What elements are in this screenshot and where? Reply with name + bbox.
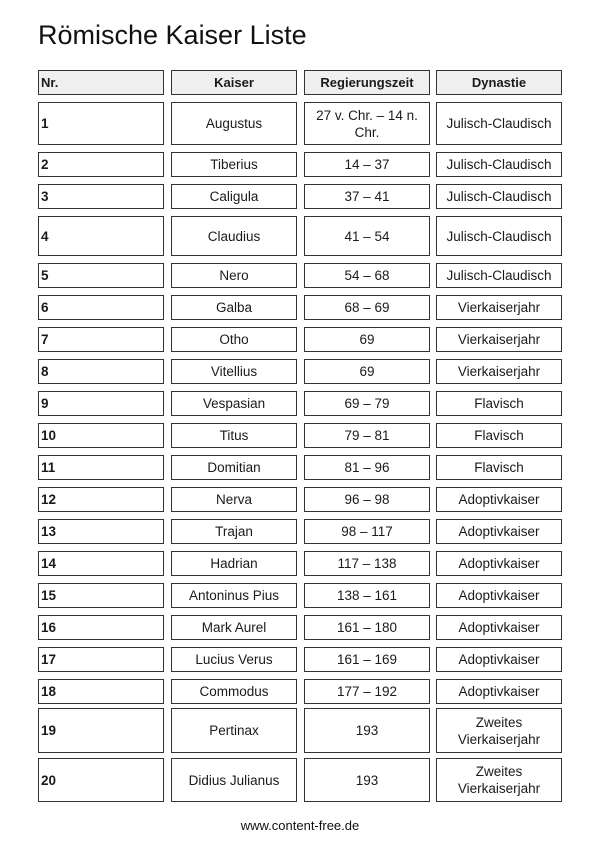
- cell-regierungszeit: 79 – 81: [304, 423, 430, 448]
- cell-nr: 7: [38, 327, 164, 352]
- cell-dynastie: Julisch-Claudisch: [436, 263, 562, 288]
- cell-regierungszeit: 27 v. Chr. – 14 n. Chr.: [304, 102, 430, 145]
- cell-dynastie: Vierkaiserjahr: [436, 295, 562, 320]
- cell-regierungszeit: 54 – 68: [304, 263, 430, 288]
- cell-nr: 10: [38, 423, 164, 448]
- cell-kaiser: Didius Julianus: [171, 758, 297, 802]
- cell-nr: 4: [38, 216, 164, 256]
- cell-dynastie: Adoptivkaiser: [436, 519, 562, 544]
- cell-nr: 9: [38, 391, 164, 416]
- cell-kaiser: Nero: [171, 263, 297, 288]
- cell-regierungszeit: 117 – 138: [304, 551, 430, 576]
- cell-regierungszeit: 69: [304, 327, 430, 352]
- cell-nr: 2: [38, 152, 164, 177]
- cell-kaiser: Commodus: [171, 679, 297, 704]
- cell-dynastie: Adoptivkaiser: [436, 487, 562, 512]
- cell-regierungszeit: 69: [304, 359, 430, 384]
- cell-kaiser: Trajan: [171, 519, 297, 544]
- header-regierungszeit: Regierungszeit: [304, 70, 430, 95]
- cell-kaiser: Titus: [171, 423, 297, 448]
- cell-dynastie: Vierkaiserjahr: [436, 327, 562, 352]
- cell-kaiser: Nerva: [171, 487, 297, 512]
- cell-nr: 5: [38, 263, 164, 288]
- header-dynastie: Dynastie: [436, 70, 562, 95]
- cell-nr: 3: [38, 184, 164, 209]
- cell-dynastie: Adoptivkaiser: [436, 551, 562, 576]
- cell-kaiser: Tiberius: [171, 152, 297, 177]
- cell-dynastie: Julisch-Claudisch: [436, 152, 562, 177]
- cell-regierungszeit: 14 – 37: [304, 152, 430, 177]
- cell-nr: 18: [38, 679, 164, 704]
- cell-regierungszeit: 96 – 98: [304, 487, 430, 512]
- cell-nr: 15: [38, 583, 164, 608]
- cell-nr: 6: [38, 295, 164, 320]
- header-nr: Nr.: [38, 70, 164, 95]
- cell-kaiser: Claudius: [171, 216, 297, 256]
- cell-dynastie: Flavisch: [436, 423, 562, 448]
- cell-kaiser: Galba: [171, 295, 297, 320]
- cell-nr: 17: [38, 647, 164, 672]
- cell-dynastie: Vierkaiserjahr: [436, 359, 562, 384]
- cell-regierungszeit: 161 – 169: [304, 647, 430, 672]
- cell-nr: 16: [38, 615, 164, 640]
- cell-regierungszeit: 193: [304, 708, 430, 753]
- cell-nr: 13: [38, 519, 164, 544]
- cell-dynastie: Zweites Vierkaiserjahr: [436, 708, 562, 753]
- cell-regierungszeit: 98 – 117: [304, 519, 430, 544]
- footer-url: www.content-free.de: [240, 818, 360, 833]
- cell-dynastie: Zweites Vierkaiserjahr: [436, 758, 562, 802]
- cell-dynastie: Adoptivkaiser: [436, 647, 562, 672]
- cell-nr: 11: [38, 455, 164, 480]
- page-title: Römische Kaiser Liste: [38, 20, 307, 50]
- cell-kaiser: Domitian: [171, 455, 297, 480]
- cell-dynastie: Flavisch: [436, 391, 562, 416]
- cell-kaiser: Augustus: [171, 102, 297, 145]
- cell-nr: 8: [38, 359, 164, 384]
- cell-regierungszeit: 68 – 69: [304, 295, 430, 320]
- cell-kaiser: Mark Aurel: [171, 615, 297, 640]
- cell-nr: 12: [38, 487, 164, 512]
- cell-dynastie: Flavisch: [436, 455, 562, 480]
- cell-regierungszeit: 177 – 192: [304, 679, 430, 704]
- cell-kaiser: Caligula: [171, 184, 297, 209]
- cell-dynastie: Adoptivkaiser: [436, 615, 562, 640]
- cell-kaiser: Hadrian: [171, 551, 297, 576]
- cell-regierungszeit: 81 – 96: [304, 455, 430, 480]
- cell-regierungszeit: 193: [304, 758, 430, 802]
- cell-kaiser: Vespasian: [171, 391, 297, 416]
- cell-regierungszeit: 138 – 161: [304, 583, 430, 608]
- cell-kaiser: Otho: [171, 327, 297, 352]
- cell-kaiser: Antoninus Pius: [171, 583, 297, 608]
- cell-kaiser: Lucius Verus: [171, 647, 297, 672]
- cell-nr: 1: [38, 102, 164, 145]
- cell-dynastie: Julisch-Claudisch: [436, 102, 562, 145]
- cell-regierungszeit: 37 – 41: [304, 184, 430, 209]
- cell-nr: 14: [38, 551, 164, 576]
- cell-regierungszeit: 161 – 180: [304, 615, 430, 640]
- cell-regierungszeit: 41 – 54: [304, 216, 430, 256]
- cell-kaiser: Vitellius: [171, 359, 297, 384]
- cell-dynastie: Julisch-Claudisch: [436, 216, 562, 256]
- cell-nr: 20: [38, 758, 164, 802]
- header-kaiser: Kaiser: [171, 70, 297, 95]
- cell-dynastie: Adoptivkaiser: [436, 583, 562, 608]
- cell-kaiser: Pertinax: [171, 708, 297, 753]
- cell-dynastie: Julisch-Claudisch: [436, 184, 562, 209]
- cell-regierungszeit: 69 – 79: [304, 391, 430, 416]
- cell-dynastie: Adoptivkaiser: [436, 679, 562, 704]
- cell-nr: 19: [38, 708, 164, 753]
